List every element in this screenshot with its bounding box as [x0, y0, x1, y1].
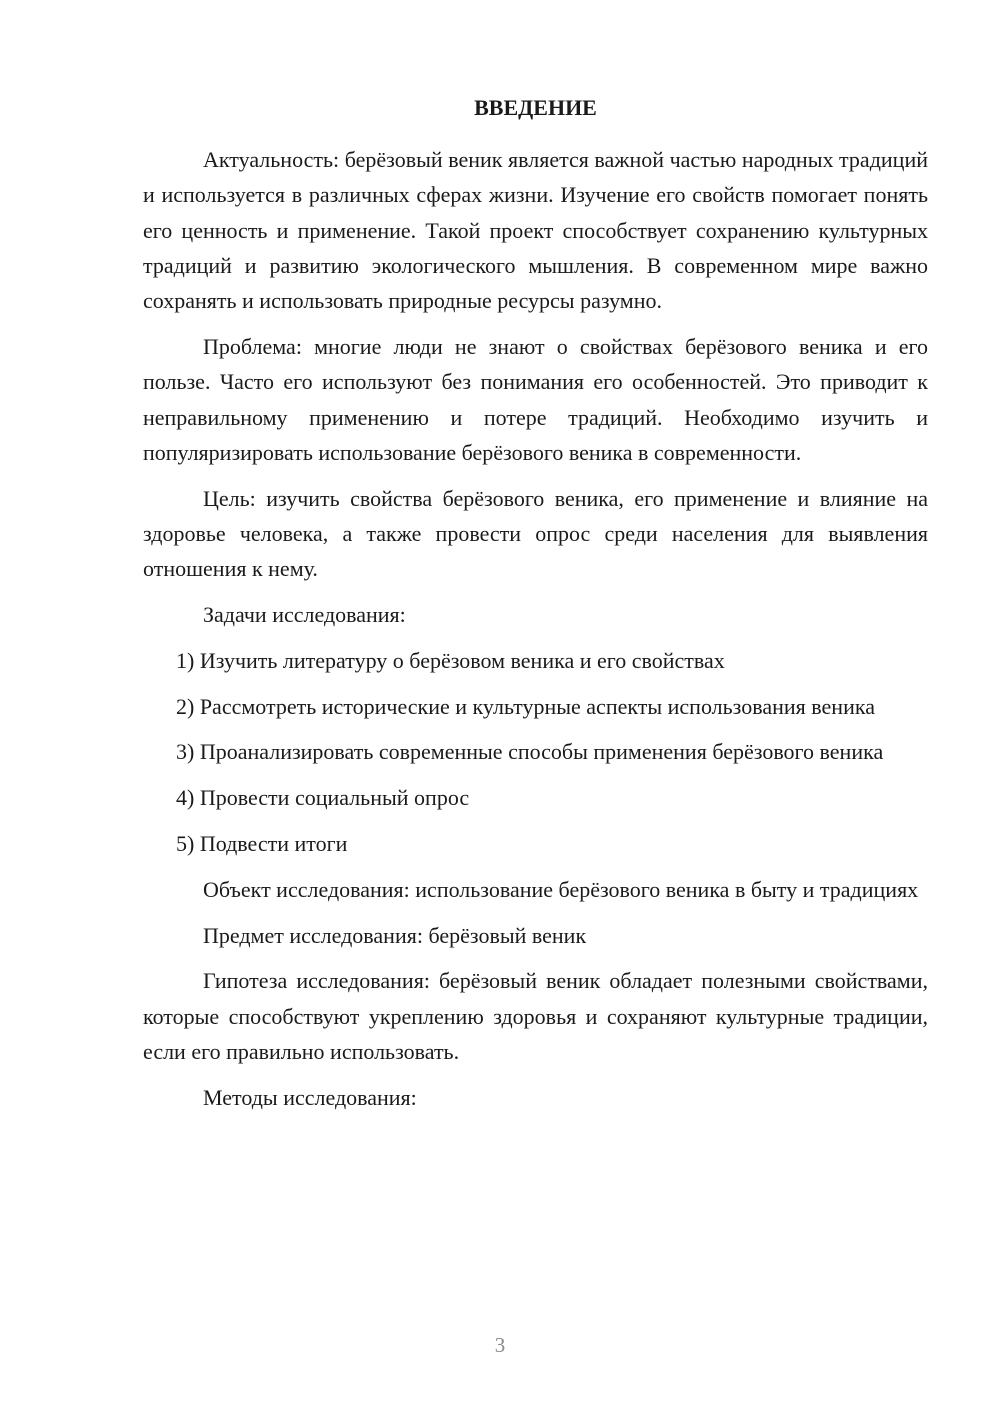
- actuality-paragraph: Актуальность: берёзовый веник является важной частью народных традиций и используется в различных сферах жизни. Изучение его свойств помогает понять его ценность и применение. Такой проект способствует сохранению культурных традиций и развитию экологического мышления. В современном мире важно сохранять и использовать природные ресурсы разумно.: [143, 147, 928, 314]
- hypothesis-paragraph: Гипотеза исследования: берёзовый веник обладает полезными свойствами, которые способствуют укреплению здоровья и сохраняют культурные традиции, если его правильно использовать.: [143, 968, 928, 1065]
- problem-paragraph: Проблема: многие люди не знают о свойствах берёзового веника и его пользе. Часто его используют без понимания его особенностей. Это приводит к неправильному применению и потере традиций. Необходимо изучить и популяризировать использование берёзового веника в современности.: [143, 333, 928, 465]
- task-item-1: 1) Изучить литературу о берёзовом веника и его свойствах: [176, 647, 725, 673]
- task-item-3: 3) Проанализировать современные способы применения берёзового веника: [176, 739, 884, 765]
- methods-heading: Методы исследования:: [203, 1084, 417, 1110]
- tasks-heading: Задачи исследования:: [203, 602, 406, 628]
- task-item-2: 2) Рассмотреть исторические и культурные аспекты использования веника: [176, 693, 875, 719]
- subject-paragraph: Предмет исследования: берёзовый веник: [203, 922, 587, 948]
- section-title: ВВЕДЕНИЕ: [474, 95, 597, 120]
- object-paragraph: Объект исследования: использование берёзового веника в быту и традициях: [203, 876, 919, 902]
- goal-paragraph: Цель: изучить свойства берёзового веника, его применение и влияние на здоровье человека, а также провести опрос среди населения для выявления отношения к нему.: [143, 485, 928, 582]
- document-page: [143, 90, 928, 1115]
- task-item-4: 4) Провести социальный опрос: [176, 785, 470, 811]
- page-number: 3: [494, 1333, 506, 1357]
- task-item-5: 5) Подвести итоги: [176, 831, 348, 857]
